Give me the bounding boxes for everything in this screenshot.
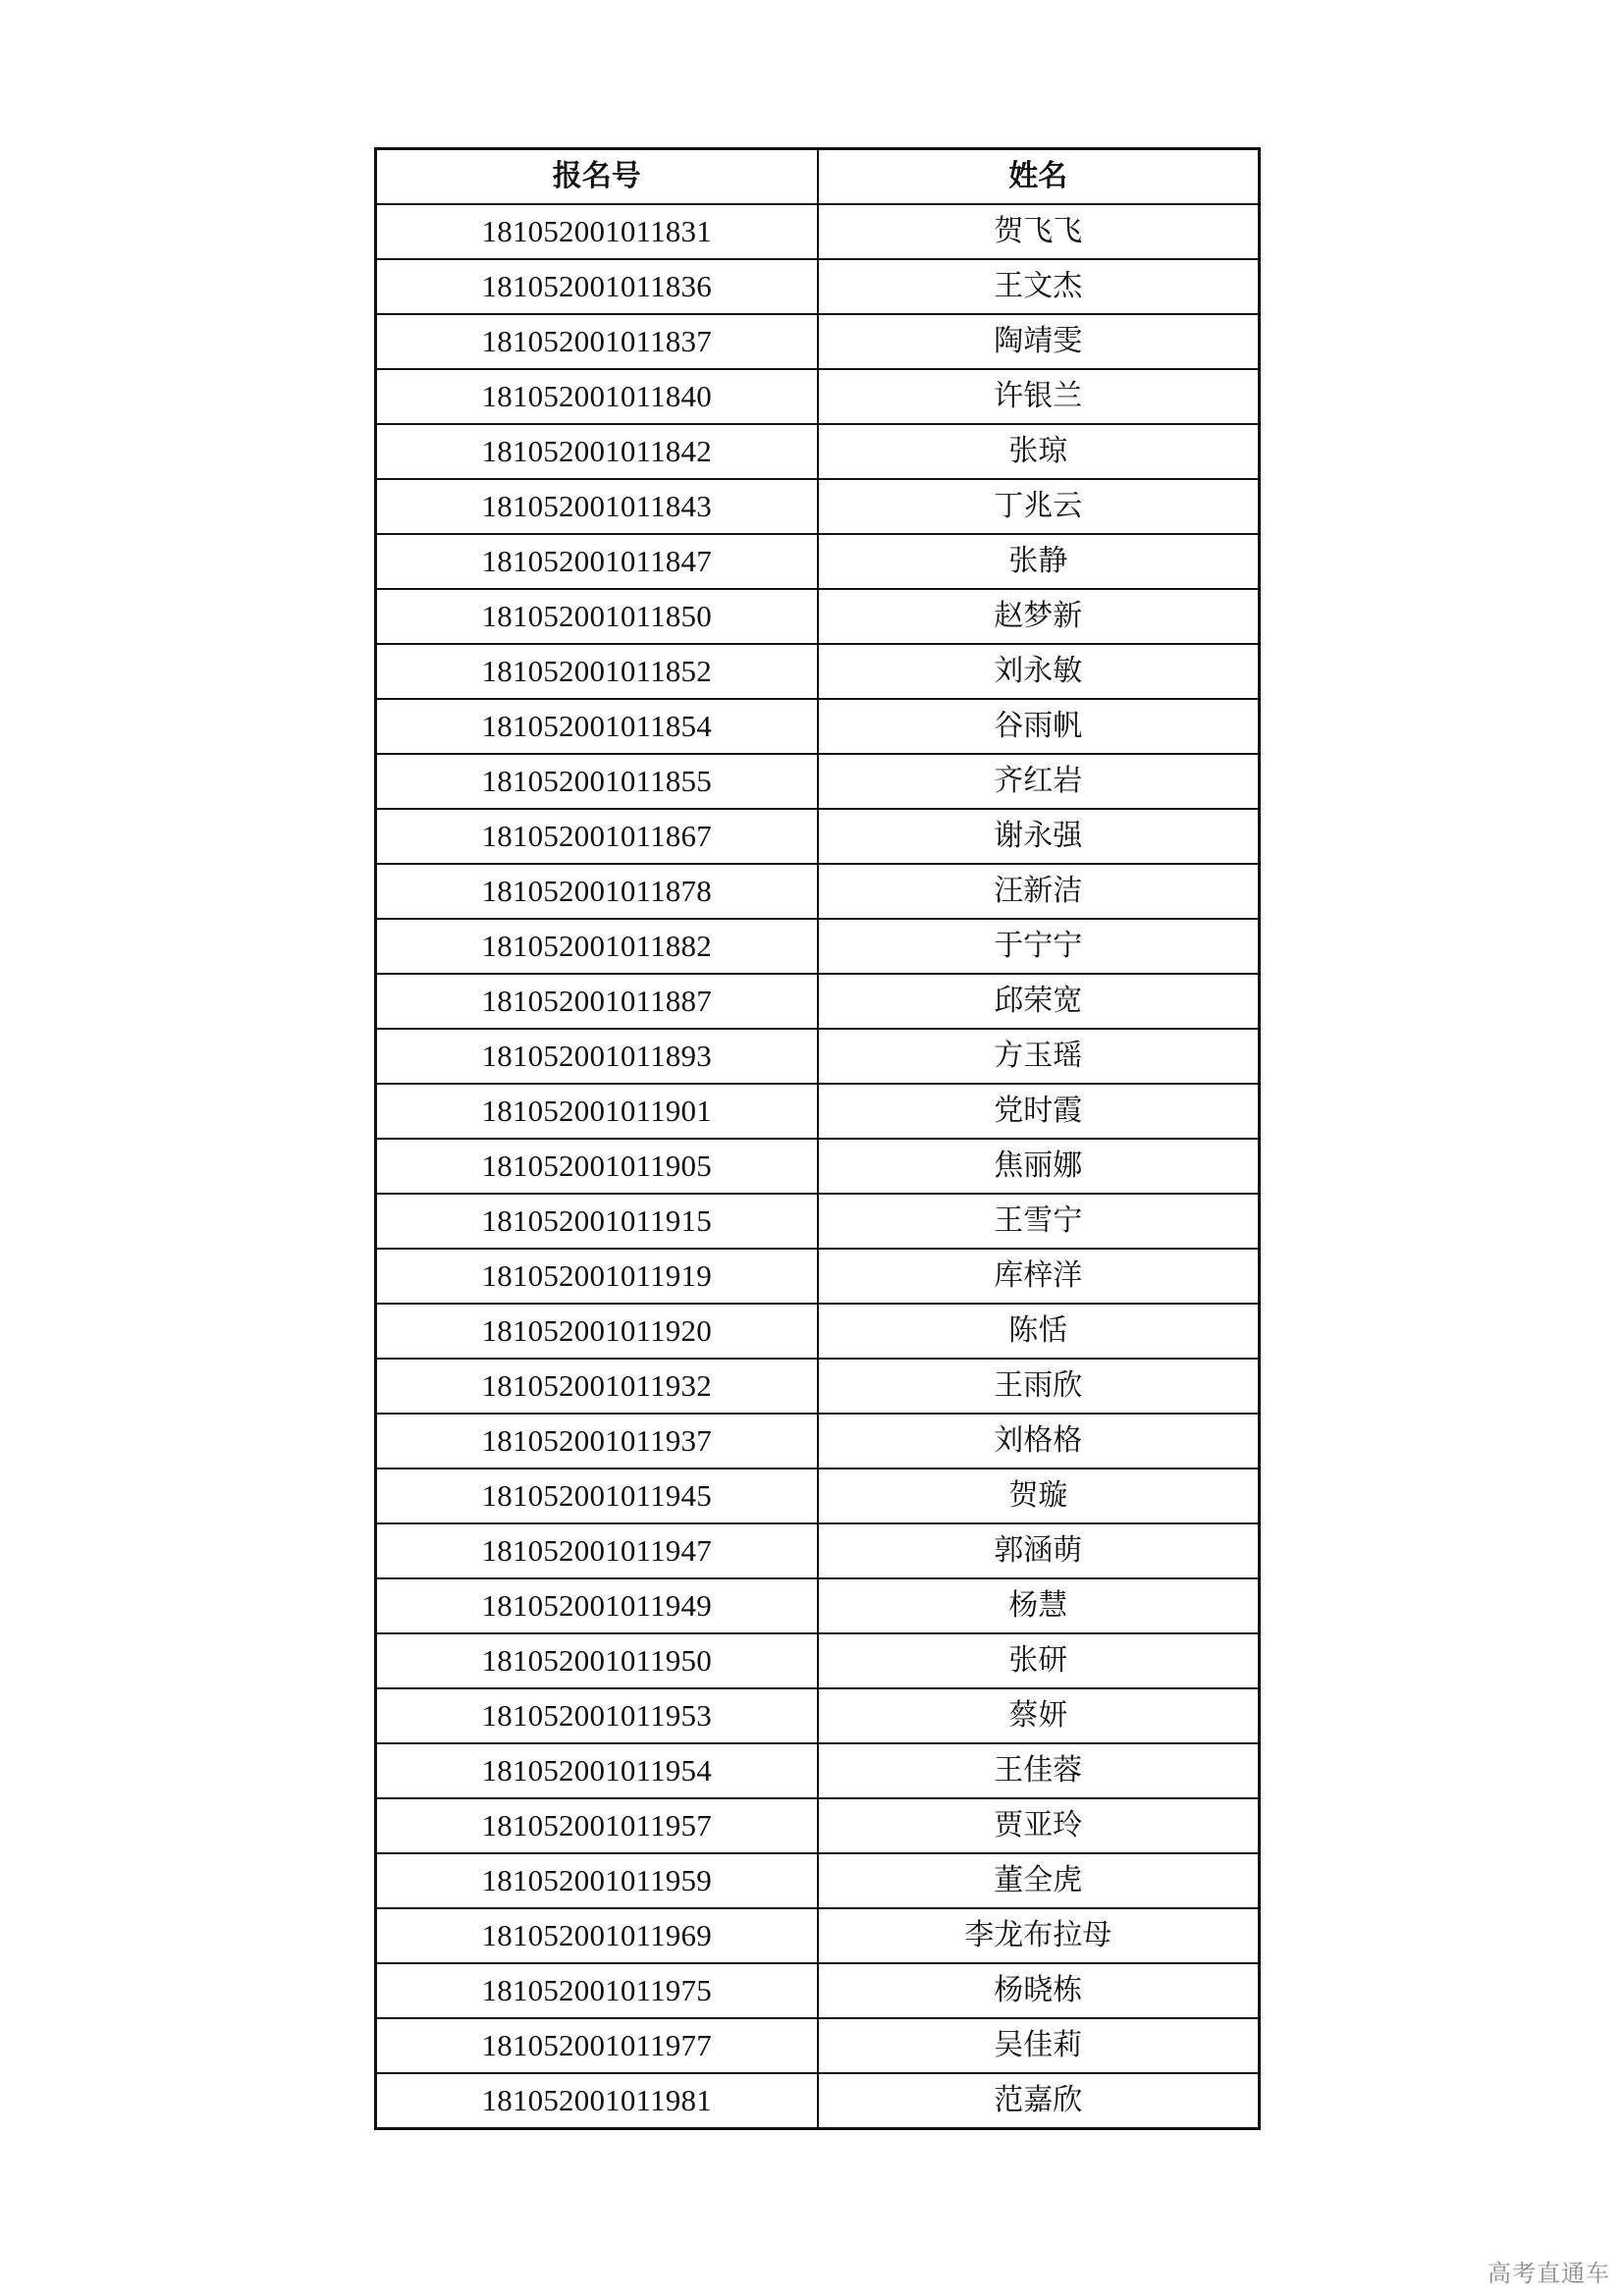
name-cell: 张琼 [818, 424, 1260, 479]
table-row [376, 699, 1260, 754]
name-cell: 董全虎 [818, 1853, 1260, 1908]
name-cell: 贺璇 [818, 1468, 1260, 1523]
table-row [376, 1688, 1260, 1743]
name-cell: 丁兆云 [818, 479, 1260, 534]
registration-number-cell: 181052001011981 [376, 2073, 818, 2129]
name-cell: 于宁宁 [818, 919, 1260, 974]
registration-number-cell: 181052001011878 [376, 864, 818, 919]
name-cell: 杨慧 [818, 1578, 1260, 1633]
name-cell: 张静 [818, 534, 1260, 589]
registration-number-cell: 181052001011915 [376, 1194, 818, 1249]
registration-number-cell: 181052001011843 [376, 479, 818, 534]
table-row [376, 1084, 1260, 1139]
table-row [376, 1468, 1260, 1523]
table-row [376, 974, 1260, 1029]
name-cell: 焦丽娜 [818, 1139, 1260, 1194]
table-row [376, 864, 1260, 919]
column-header-registration-number: 报名号 [376, 149, 818, 205]
table-row [376, 644, 1260, 699]
name-cell: 许银兰 [818, 369, 1260, 424]
name-cell: 范嘉欣 [818, 2073, 1260, 2129]
table-row [376, 1249, 1260, 1304]
table-row [376, 314, 1260, 369]
table-row [376, 1578, 1260, 1633]
registration-number-cell: 181052001011882 [376, 919, 818, 974]
name-cell: 杨晓栋 [818, 1963, 1260, 2018]
name-cell: 蔡妍 [818, 1688, 1260, 1743]
registration-number-cell: 181052001011959 [376, 1853, 818, 1908]
table-body [376, 204, 1260, 2129]
registration-number-cell: 181052001011953 [376, 1688, 818, 1743]
table-row [376, 1963, 1260, 2018]
table-row [376, 1523, 1260, 1578]
name-cell: 赵梦新 [818, 589, 1260, 644]
name-cell: 刘格格 [818, 1414, 1260, 1468]
registration-number-cell: 181052001011901 [376, 1084, 818, 1139]
name-cell: 邱荣宽 [818, 974, 1260, 1029]
table-row [376, 1743, 1260, 1798]
registration-number-cell: 181052001011947 [376, 1523, 818, 1578]
name-cell: 贾亚玲 [818, 1798, 1260, 1853]
name-cell: 方玉瑶 [818, 1029, 1260, 1084]
registration-number-cell: 181052001011847 [376, 534, 818, 589]
registration-number-cell: 181052001011919 [376, 1249, 818, 1304]
name-cell: 李龙布拉母 [818, 1908, 1260, 1963]
table-row [376, 204, 1260, 259]
table-row [376, 754, 1260, 809]
name-cell: 陈恬 [818, 1304, 1260, 1359]
name-cell: 郭涵萌 [818, 1523, 1260, 1578]
name-cell: 王文杰 [818, 259, 1260, 314]
registration-number-cell: 181052001011949 [376, 1578, 818, 1633]
table-row [376, 589, 1260, 644]
registration-number-cell: 181052001011977 [376, 2018, 818, 2073]
table-row [376, 534, 1260, 589]
header-row [376, 149, 1260, 205]
name-cell: 库梓洋 [818, 1249, 1260, 1304]
registration-number-cell: 181052001011957 [376, 1798, 818, 1853]
registration-number-cell: 181052001011867 [376, 809, 818, 864]
table-row [376, 479, 1260, 534]
table-row [376, 1633, 1260, 1688]
name-cell: 张研 [818, 1633, 1260, 1688]
registration-number-cell: 181052001011850 [376, 589, 818, 644]
registration-number-cell: 181052001011837 [376, 314, 818, 369]
name-cell: 党时霞 [818, 1084, 1260, 1139]
registration-number-cell: 181052001011836 [376, 259, 818, 314]
table-row [376, 2018, 1260, 2073]
registration-number-cell: 181052001011932 [376, 1359, 818, 1414]
name-cell: 贺飞飞 [818, 204, 1260, 259]
registration-number-cell: 181052001011905 [376, 1139, 818, 1194]
registration-number-cell: 181052001011937 [376, 1414, 818, 1468]
table-row [376, 1304, 1260, 1359]
table-header [376, 149, 1260, 205]
table-row [376, 1908, 1260, 1963]
table-row [376, 2073, 1260, 2129]
registration-number-cell: 181052001011855 [376, 754, 818, 809]
table-row [376, 1139, 1260, 1194]
table-row [376, 1853, 1260, 1908]
registration-number-cell: 181052001011950 [376, 1633, 818, 1688]
registration-number-cell: 181052001011842 [376, 424, 818, 479]
table-row [376, 1029, 1260, 1084]
table-row [376, 1194, 1260, 1249]
name-cell: 谷雨帆 [818, 699, 1260, 754]
watermark-logo-text: 高考直通车 [1488, 2260, 1610, 2287]
name-cell: 刘永敏 [818, 644, 1260, 699]
registration-number-cell: 181052001011831 [376, 204, 818, 259]
table-row [376, 809, 1260, 864]
registration-number-cell: 181052001011920 [376, 1304, 818, 1359]
name-cell: 谢永强 [818, 809, 1260, 864]
registration-number-cell: 181052001011854 [376, 699, 818, 754]
table-row [376, 919, 1260, 974]
registration-number-cell: 181052001011975 [376, 1963, 818, 2018]
name-cell: 齐红岩 [818, 754, 1260, 809]
table-row [376, 1798, 1260, 1853]
registration-number-cell: 181052001011893 [376, 1029, 818, 1084]
table-row [376, 1414, 1260, 1468]
name-cell: 吴佳莉 [818, 2018, 1260, 2073]
table-row [376, 1359, 1260, 1414]
registration-number-cell: 181052001011887 [376, 974, 818, 1029]
table-row [376, 369, 1260, 424]
registration-number-cell: 181052001011852 [376, 644, 818, 699]
name-cell: 陶靖雯 [818, 314, 1260, 369]
registration-number-cell: 181052001011840 [376, 369, 818, 424]
column-header-name: 姓名 [818, 149, 1260, 205]
name-cell: 王雨欣 [818, 1359, 1260, 1414]
table-row [376, 259, 1260, 314]
applicant-table [374, 147, 1261, 2130]
registration-number-cell: 181052001011969 [376, 1908, 818, 1963]
registration-number-cell: 181052001011954 [376, 1743, 818, 1798]
name-cell: 汪新洁 [818, 864, 1260, 919]
name-cell: 王佳蓉 [818, 1743, 1260, 1798]
table-row [376, 424, 1260, 479]
name-cell: 王雪宁 [818, 1194, 1260, 1249]
registration-number-cell: 181052001011945 [376, 1468, 818, 1523]
